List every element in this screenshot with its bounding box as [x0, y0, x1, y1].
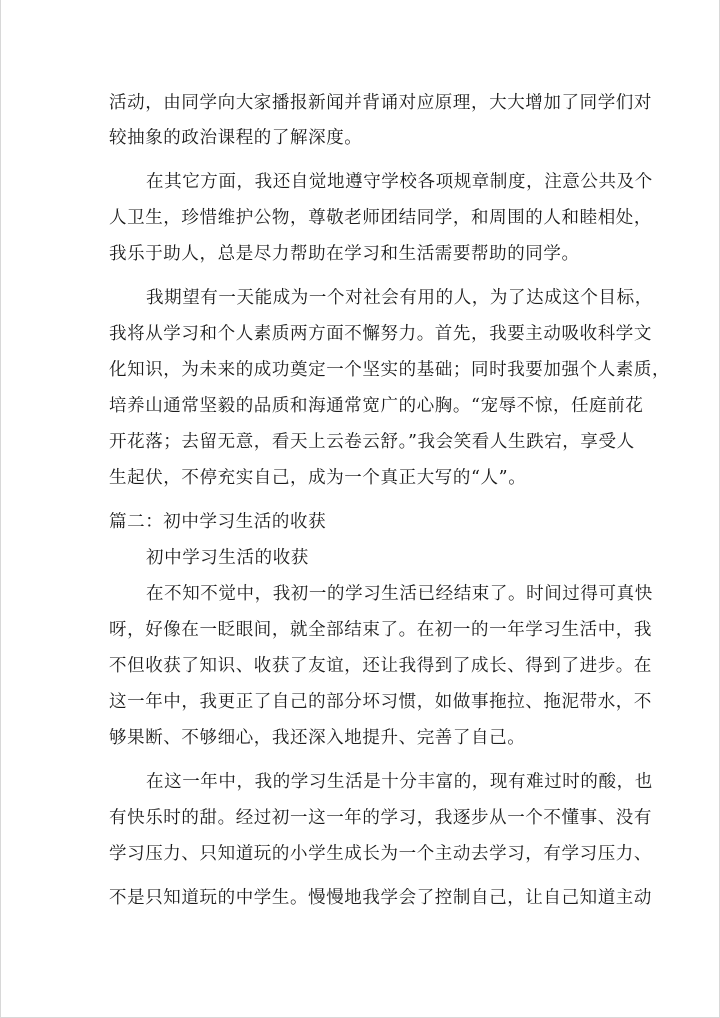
paragraph-line: 我乐于助人，总是尽力帮助在学习和生活需要帮助的同学。 — [109, 244, 580, 264]
paragraph-first-line: 在这一年中，我的学习生活是十分丰富的，现有难过时的酸，也 — [146, 772, 653, 792]
paragraph-first-line: 在不知不觉中，我初一的学习生活已经结束了。时间过得可真快 — [146, 584, 653, 604]
paragraph-line: 不但收获了知识、收获了友谊，还让我得到了成长、得到了进步。在 — [109, 656, 652, 676]
paragraph-first-line: 在其它方面，我还自觉地遵守学校各项规章制度，注意公共及个 — [146, 172, 653, 192]
paragraph-first-line: 我期望有一天能成为一个对社会有用的人，为了达成这个目标， — [146, 288, 653, 308]
paragraph-line: 学习压力、只知道玩的小学生成长为一个主动去学习，有学习压力、 — [109, 844, 652, 864]
paragraph-line: 这一年中，我更正了自己的部分坏习惯，如做事拖拉、拖泥带水，不 — [109, 692, 652, 712]
paragraph-line: 培养山通常坚毅的品质和海通常宽广的心胸。“宠辱不惊，任庭前花 — [109, 396, 644, 416]
paragraph-line: 呀，好像在一眨眼间，就全部结束了。在初一的一年学习生活中，我 — [109, 620, 652, 640]
paragraph-line: 人卫生，珍惜维护公物，尊敬老师团结同学，和周围的人和睦相处， — [109, 208, 652, 228]
paragraph-line: 够果断、不够细心，我还深入地提升、完善了自己。 — [109, 728, 526, 748]
paragraph-line: 有快乐时的甜。经过初一这一年的学习，我逐步从一个不懂事、没有 — [109, 808, 652, 828]
paragraph-line: 生起伏，不停充实自己，成为一个真正大写的“人”。 — [109, 468, 527, 488]
section-heading: 篇二：初中学习生活的收获 — [109, 512, 327, 532]
paragraph-line: 开花落；去留无意，看天上云卷云舒。”我会笑看人生跌宕，享受人 — [109, 432, 635, 452]
paragraph-line: 较抽象的政治课程的了解深度。 — [109, 128, 363, 148]
paragraph-line: 我将从学习和个人素质两方面不懈努力。首先，我要主动吸收科学文 — [109, 324, 652, 344]
article-title: 初中学习生活的收获 — [146, 548, 309, 568]
paragraph-line: 不是只知道玩的中学生。慢慢地我学会了控制自己，让自己知道主动 — [109, 888, 652, 908]
paragraph-line: 活动，由同学向大家播报新闻并背诵对应原理，大大增加了同学们对 — [109, 93, 652, 113]
paragraph-line: 化知识，为未来的成功奠定一个坚实的基础；同时我要加强个人素质， — [109, 360, 671, 380]
